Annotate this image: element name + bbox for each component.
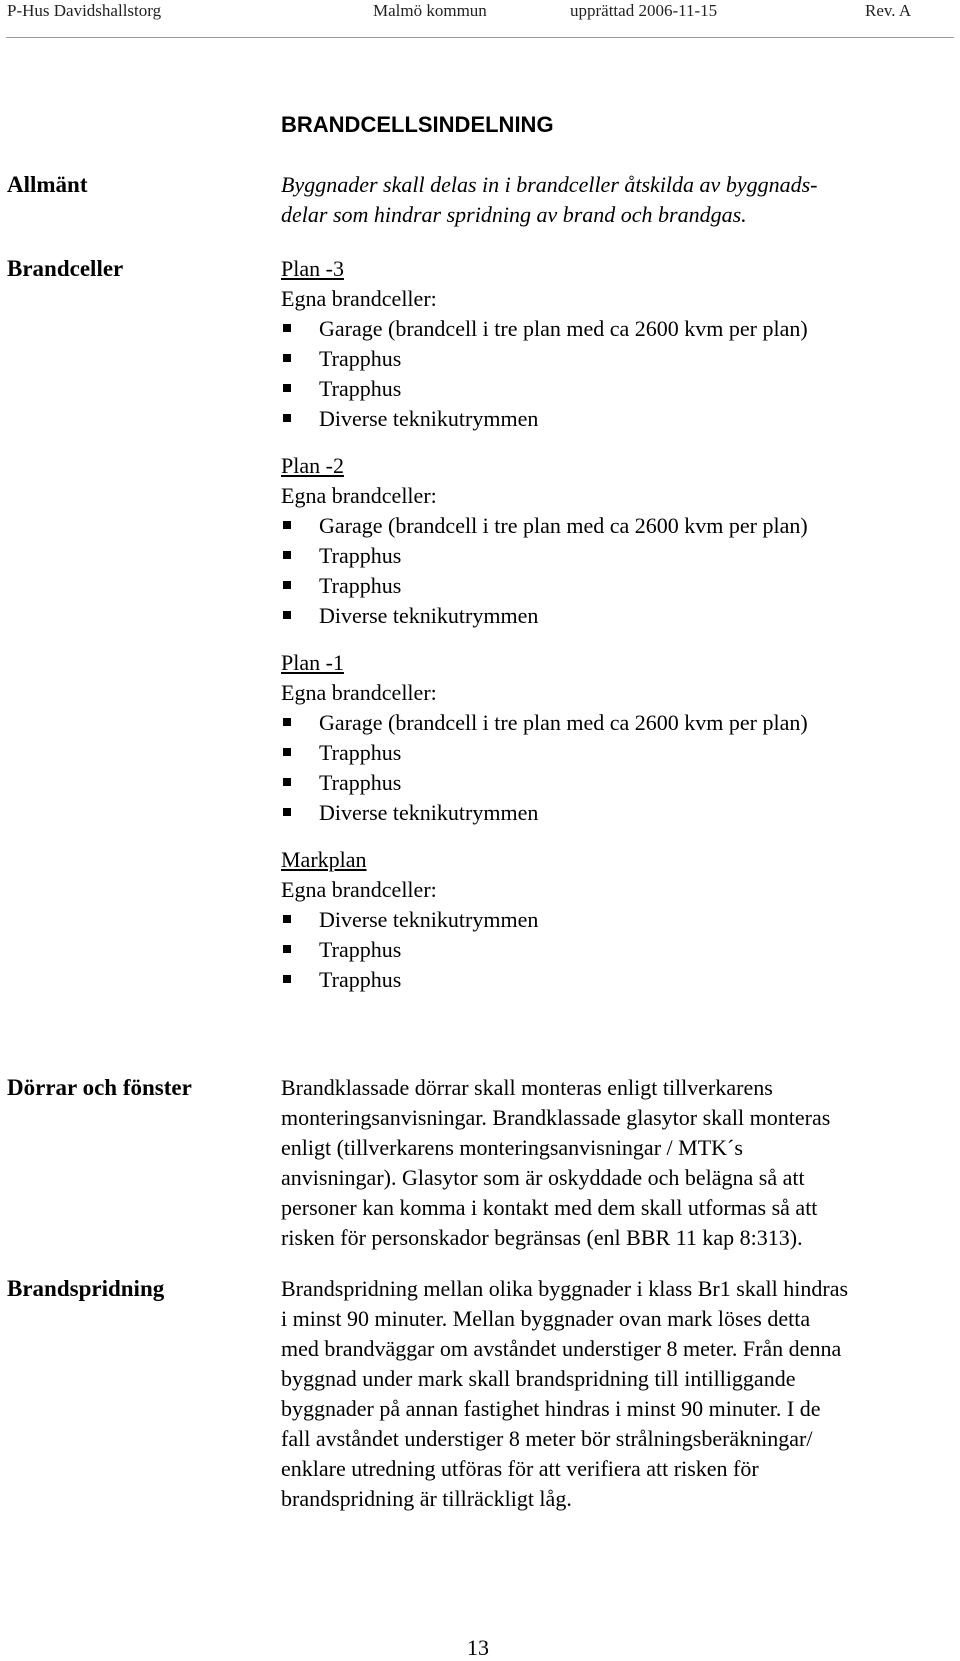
- header-revision: Rev. A: [865, 1, 912, 20]
- section-text-dorrar: [281, 1073, 956, 1253]
- plan-intro: Egna brandceller:: [281, 680, 437, 705]
- square-bullet-icon: [283, 551, 291, 559]
- section-label-dorrar: Dörrar och fönster: [7, 1075, 192, 1100]
- square-bullet-icon: [283, 414, 291, 422]
- section-label-brandspridning: Brandspridning: [7, 1276, 165, 1301]
- text-line: byggnad under mark skall brandspridning till intilliggande: [281, 1366, 796, 1391]
- section-text-brandspridning: [281, 1274, 956, 1514]
- text-line: fall avståndet understiger 8 meter bör strålningsberäkningar/: [281, 1426, 813, 1451]
- square-bullet-icon: [283, 975, 291, 983]
- text-line: Byggnader skall delas in i brandceller åtskilda av byggnads-: [281, 172, 818, 197]
- text-line: Brandspridning mellan olika byggnader i klass Br1 skall hindras: [281, 1276, 849, 1301]
- text-line: med brandväggar om avståndet understiger 8 meter. Från denna: [281, 1336, 842, 1361]
- square-bullet-icon: [283, 748, 291, 756]
- section-text-allmant: [281, 170, 956, 230]
- document-title: BRANDCELLSINDELNING: [281, 112, 554, 137]
- square-bullet-icon: [283, 611, 291, 619]
- square-bullet-icon: [283, 581, 291, 589]
- text-line: enklare utredning utföras för att verifiera att risken för: [281, 1456, 759, 1481]
- square-bullet-icon: [283, 778, 291, 786]
- list-item: Garage (brandcell i tre plan med ca 2600 kvm per plan): [281, 511, 808, 541]
- section-label-allmant: Allmänt: [7, 172, 88, 197]
- text-line: brandspridning är tillräckligt låg.: [281, 1486, 572, 1511]
- list-item: Trapphus: [281, 344, 808, 374]
- plan-title: Plan -1: [281, 650, 344, 675]
- plan-title: Plan -2: [281, 453, 344, 478]
- section-label-brandceller: Brandceller: [7, 256, 124, 281]
- list-item: Diverse teknikutrymmen: [281, 404, 808, 434]
- list-item: Trapphus: [281, 738, 808, 768]
- plan-title: Markplan: [281, 847, 367, 872]
- plan-intro: Egna brandceller:: [281, 483, 437, 508]
- square-bullet-icon: [283, 915, 291, 923]
- square-bullet-icon: [283, 384, 291, 392]
- list-item: Garage (brandcell i tre plan med ca 2600 kvm per plan): [281, 314, 808, 344]
- text-line: anvisningar). Glasytor som är oskyddade och belägna så att: [281, 1165, 805, 1190]
- list-item: Garage (brandcell i tre plan med ca 2600 kvm per plan): [281, 708, 808, 738]
- plan-block-markplan: [281, 845, 538, 995]
- square-bullet-icon: [283, 945, 291, 953]
- plan-block-2: [281, 451, 808, 631]
- text-line: monteringsanvisningar. Brandklassade glasytor skall monteras: [281, 1105, 831, 1130]
- list-item: Trapphus: [281, 541, 808, 571]
- square-bullet-icon: [283, 718, 291, 726]
- square-bullet-icon: [283, 324, 291, 332]
- square-bullet-icon: [283, 808, 291, 816]
- list-item: Trapphus: [281, 935, 538, 965]
- list-item: Diverse teknikutrymmen: [281, 798, 808, 828]
- list-item: Trapphus: [281, 965, 538, 995]
- square-bullet-icon: [283, 354, 291, 362]
- header-rule: [6, 37, 954, 38]
- text-line: delar som hindrar spridning av brand och brandgas.: [281, 202, 747, 227]
- list-item: Trapphus: [281, 768, 808, 798]
- list-item: Trapphus: [281, 571, 808, 601]
- text-line: risken för personskador begränsas (enl BBR 11 kap 8:313).: [281, 1225, 803, 1250]
- plan-title: Plan -3: [281, 256, 344, 281]
- text-line: i minst 90 minuter. Mellan byggnader ovan mark löses detta: [281, 1306, 811, 1331]
- text-line: personer kan komma i kontakt med dem skall utformas så att: [281, 1195, 818, 1220]
- header-date: upprättad 2006-11-15: [570, 1, 718, 20]
- plan-intro: Egna brandceller:: [281, 286, 437, 311]
- header-org: Malmö kommun: [373, 1, 487, 20]
- plan-block-3: [281, 254, 808, 434]
- plan-block-1: [281, 648, 808, 828]
- page-header: [0, 0, 960, 40]
- text-line: byggnader på annan fastighet hindras i minst 90 minuter. I de: [281, 1396, 821, 1421]
- list-item: Diverse teknikutrymmen: [281, 905, 538, 935]
- text-line: enligt (tillverkarens monteringsanvisningar / MTK´s: [281, 1135, 743, 1160]
- plan-intro: Egna brandceller:: [281, 877, 437, 902]
- page-number: 13: [467, 1635, 489, 1660]
- square-bullet-icon: [283, 521, 291, 529]
- header-project: P-Hus Davidshallstorg: [7, 1, 162, 20]
- list-item: Trapphus: [281, 374, 808, 404]
- text-line: Brandklassade dörrar skall monteras enligt tillverkarens: [281, 1075, 773, 1100]
- list-item: Diverse teknikutrymmen: [281, 601, 808, 631]
